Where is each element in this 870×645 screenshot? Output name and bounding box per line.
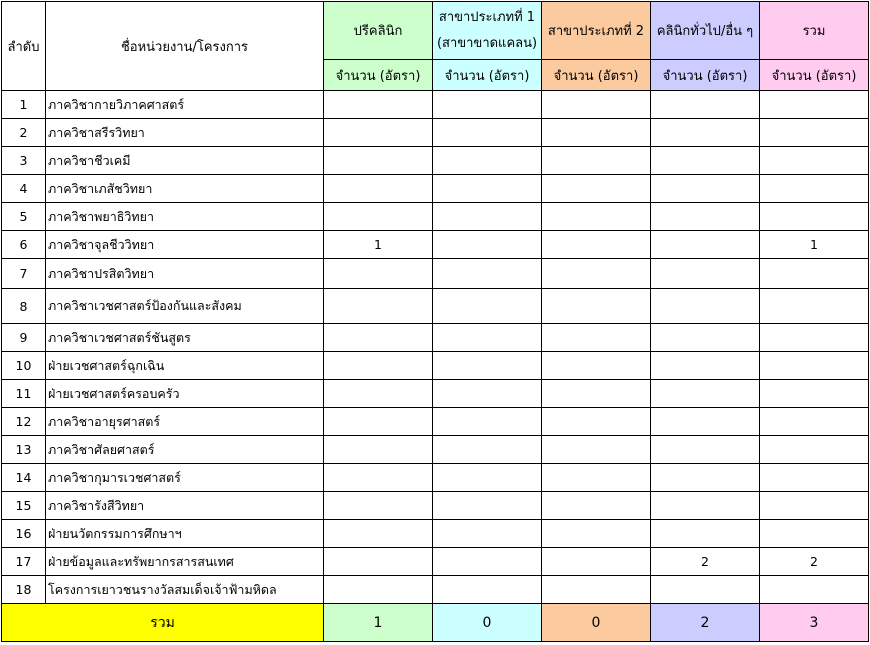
row-name: ภาควิชาเวชศาสตร์ป้องกันและสังคม [46,289,324,324]
header-name: ชื่อหน่วยงาน/โครงการ [46,2,324,91]
row-spec1 [433,119,542,147]
row-name: ภาควิชาเวชศาสตร์ชันสูตร [46,324,324,352]
row-spec2 [542,175,651,203]
row-preclinic [324,436,433,464]
row-number: 10 [2,352,46,380]
row-preclinic [324,91,433,119]
row-total [760,492,869,520]
table-row [2,147,869,175]
footer-spec2: 0 [542,604,651,642]
row-name: ภาควิชาอายุรศาสตร์ [46,408,324,436]
row-total [760,175,869,203]
row-spec2 [542,380,651,408]
row-general [651,175,760,203]
table-row [2,259,869,289]
row-spec1 [433,380,542,408]
row-name: ภาควิชากุมารเวชศาสตร์ [46,464,324,492]
row-spec1 [433,352,542,380]
row-spec1 [433,520,542,548]
row-general [651,408,760,436]
row-preclinic [324,464,433,492]
table-row [2,408,869,436]
row-spec1 [433,231,542,259]
sub-header-general: จำนวน (อัตรา) [651,60,760,91]
table-row [2,436,869,464]
sub-header-spec1: จำนวน (อัตรา) [433,60,542,91]
row-spec1 [433,147,542,175]
row-spec2 [542,492,651,520]
footer-general: 2 [651,604,760,642]
row-general [651,380,760,408]
table-row [2,520,869,548]
row-general: 2 [651,548,760,576]
header-spec1-line2: (สาขาขาดแคลน) [436,35,538,51]
row-name: ภาควิชาชีวเคมี [46,147,324,175]
row-spec2 [542,436,651,464]
table-row [2,324,869,352]
row-spec1 [433,91,542,119]
row-name: ภาควิชาสรีรวิทยา [46,119,324,147]
header-spec1-line1: สาขาประเภทที่ 1 [438,9,536,25]
row-spec2 [542,203,651,231]
row-spec2 [542,520,651,548]
row-preclinic [324,352,433,380]
footer-spec1: 0 [433,604,542,642]
row-spec1 [433,464,542,492]
row-general [651,91,760,119]
row-number: 13 [2,436,46,464]
row-name: ภาควิชาปรสิตวิทยา [46,259,324,289]
table-row [2,464,869,492]
row-preclinic [324,175,433,203]
row-spec1 [433,324,542,352]
row-spec1 [433,436,542,464]
row-general [651,119,760,147]
row-name: ภาควิชาเภสัชวิทยา [46,175,324,203]
row-number: 4 [2,175,46,203]
row-general [651,289,760,324]
table-row [2,352,869,380]
row-name: ภาควิชาศัลยศาสตร์ [46,436,324,464]
row-spec2 [542,408,651,436]
row-name: ภาควิชารังสีวิทยา [46,492,324,520]
row-name: ภาควิชาพยาธิวิทยา [46,203,324,231]
row-number: 8 [2,289,46,324]
footer-preclinic: 1 [324,604,433,642]
row-preclinic [324,147,433,175]
row-general [651,147,760,175]
row-total [760,324,869,352]
row-spec2 [542,289,651,324]
row-total [760,436,869,464]
footer-total-label: รวม [2,604,324,642]
row-general [651,492,760,520]
row-spec1 [433,203,542,231]
row-spec1 [433,259,542,289]
row-total [760,380,869,408]
row-spec1 [433,548,542,576]
row-preclinic [324,119,433,147]
header-spec2: สาขาประเภทที่ 2 [542,2,651,60]
row-spec2 [542,324,651,352]
row-spec2 [542,352,651,380]
row-general [651,259,760,289]
row-number: 12 [2,408,46,436]
row-total [760,91,869,119]
row-name: ฝ่ายนวัตกรรมการศึกษาฯ [46,520,324,548]
header-total: รวม [760,2,869,60]
row-preclinic [324,324,433,352]
row-spec1 [433,175,542,203]
row-preclinic: 1 [324,231,433,259]
row-preclinic [324,492,433,520]
row-spec2 [542,548,651,576]
row-name: ฝ่ายเวชศาสตร์ฉุกเฉิน [46,352,324,380]
row-preclinic [324,289,433,324]
row-total [760,259,869,289]
row-general [651,231,760,259]
row-number: 1 [2,91,46,119]
sub-header-preclinic: จำนวน (อัตรา) [324,60,433,91]
row-spec1 [433,408,542,436]
row-spec2 [542,576,651,604]
row-general [651,352,760,380]
row-name: ฝ่ายเวชศาสตร์ครอบครัว [46,380,324,408]
row-total [760,147,869,175]
row-number: 5 [2,203,46,231]
row-spec1 [433,289,542,324]
row-preclinic [324,520,433,548]
row-general [651,576,760,604]
table-row [2,175,869,203]
row-spec2 [542,259,651,289]
row-spec2 [542,464,651,492]
sub-header-spec2: จำนวน (อัตรา) [542,60,651,91]
table-row [2,576,869,604]
row-spec2 [542,119,651,147]
table-row [2,548,869,576]
row-number: 11 [2,380,46,408]
row-number: 9 [2,324,46,352]
row-general [651,436,760,464]
row-number: 17 [2,548,46,576]
row-name: ฝ่ายข้อมูลและทรัพยากรสารสนเทศ [46,548,324,576]
row-name: ภาควิชากายวิภาคศาสตร์ [46,91,324,119]
table-row [2,203,869,231]
row-total: 2 [760,548,869,576]
row-number: 16 [2,520,46,548]
row-number: 14 [2,464,46,492]
header-preclinic: ปรีคลินิก [324,2,433,60]
row-preclinic [324,548,433,576]
table-row [2,289,869,324]
row-spec2 [542,91,651,119]
row-general [651,520,760,548]
row-total [760,576,869,604]
row-number: 2 [2,119,46,147]
row-preclinic [324,380,433,408]
row-spec1 [433,492,542,520]
row-number: 7 [2,259,46,289]
table-row [2,119,869,147]
sub-header-total: จำนวน (อัตรา) [760,60,869,91]
row-number: 18 [2,576,46,604]
table-row [2,91,869,119]
row-total: 1 [760,231,869,259]
row-total [760,520,869,548]
row-total [760,464,869,492]
row-spec2 [542,231,651,259]
row-name: ภาควิชาจุลชีววิทยา [46,231,324,259]
staffing-table [1,1,869,642]
row-spec2 [542,147,651,175]
header-spec1 [433,2,542,60]
row-preclinic [324,259,433,289]
row-number: 15 [2,492,46,520]
table-row [2,492,869,520]
row-spec1 [433,576,542,604]
row-preclinic [324,576,433,604]
row-preclinic [324,203,433,231]
row-total [760,203,869,231]
footer-total: 3 [760,604,869,642]
row-total [760,289,869,324]
row-preclinic [324,408,433,436]
row-name: โครงการเยาวชนรางวัลสมเด็จเจ้าฟ้ามหิดล [46,576,324,604]
header-general: คลินิกทั่วไป/อื่น ๆ [651,2,760,60]
row-number: 3 [2,147,46,175]
row-total [760,408,869,436]
table-row [2,231,869,259]
row-general [651,464,760,492]
row-general [651,203,760,231]
row-number: 6 [2,231,46,259]
row-general [651,324,760,352]
row-total [760,352,869,380]
table-body [2,91,869,604]
row-total [760,119,869,147]
table-row [2,380,869,408]
header-no: ลำดับ [2,2,46,91]
